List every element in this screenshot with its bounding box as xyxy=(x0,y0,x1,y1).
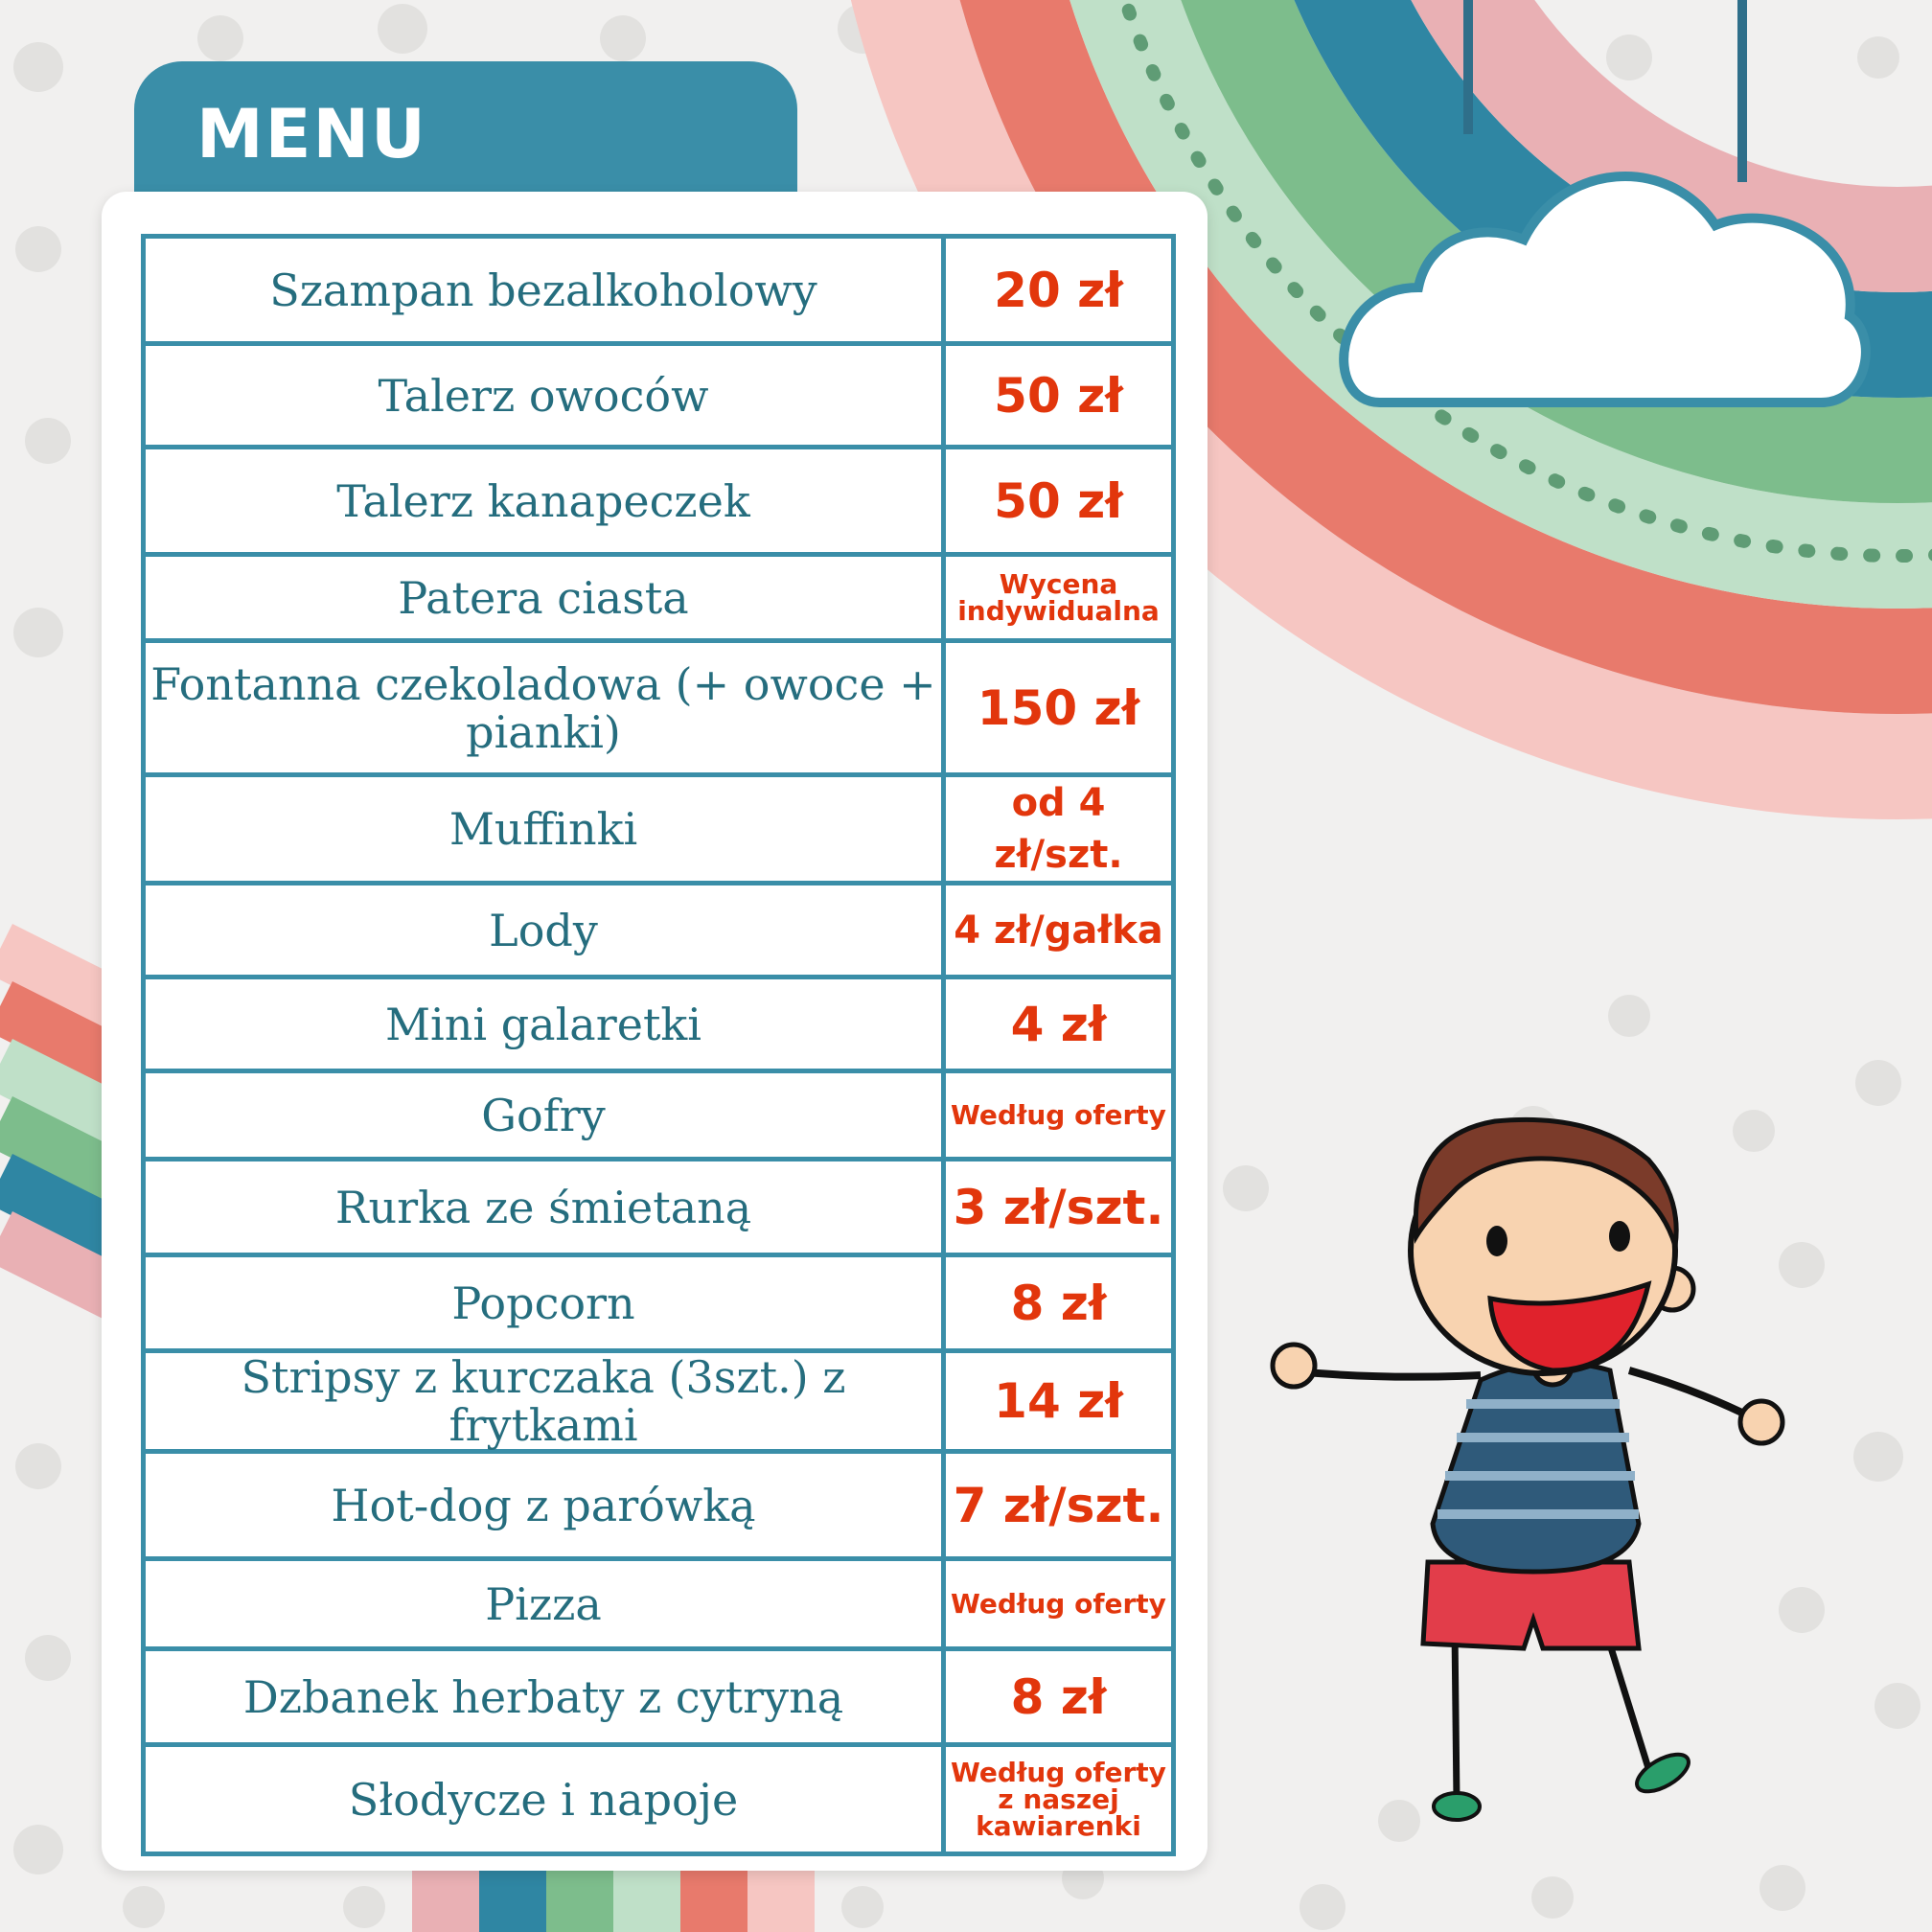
table-row xyxy=(144,448,1174,555)
item-price: 3 zł/szt. xyxy=(944,1160,1174,1255)
item-name: Słodycze i napoje xyxy=(144,1745,944,1854)
item-price: Wycena indywidualna xyxy=(944,555,1174,641)
boy-illustration xyxy=(1273,1119,1782,1820)
item-price: Według oferty xyxy=(944,1559,1174,1649)
item-price: Według oferty z naszej kawiarenki xyxy=(944,1745,1174,1854)
item-price: 8 zł xyxy=(944,1255,1174,1351)
item-name: Gofry xyxy=(144,1071,944,1160)
table-row xyxy=(144,1649,1174,1745)
item-name: Dzbanek herbaty z cytryną xyxy=(144,1649,944,1745)
item-name: Muffinki xyxy=(144,775,944,884)
table-row xyxy=(144,1351,1174,1452)
item-name: Hot-dog z parówką xyxy=(144,1452,944,1559)
item-name: Mini galaretki xyxy=(144,978,944,1071)
table-row xyxy=(144,237,1174,344)
table-row xyxy=(144,978,1174,1071)
table-row xyxy=(144,884,1174,978)
item-name: Patera ciasta xyxy=(144,555,944,641)
item-name: Popcorn xyxy=(144,1255,944,1351)
item-name: Stripsy z kurczaka (3szt.) z frytkami xyxy=(144,1351,944,1452)
table-row xyxy=(144,775,1174,884)
item-name: Rurka ze śmietaną xyxy=(144,1160,944,1255)
item-price: 14 zł xyxy=(944,1351,1174,1452)
menu-table xyxy=(141,234,1176,1856)
table-row xyxy=(144,1255,1174,1351)
table-row xyxy=(144,1745,1174,1854)
table-row xyxy=(144,1452,1174,1559)
table-row xyxy=(144,1559,1174,1649)
item-price: 4 zł/gałka xyxy=(944,884,1174,978)
item-price: Według oferty xyxy=(944,1071,1174,1160)
table-row xyxy=(144,344,1174,448)
table-row xyxy=(144,1160,1174,1255)
item-name: Talerz kanapeczek xyxy=(144,448,944,555)
item-name: Lody xyxy=(144,884,944,978)
item-price: 8 zł xyxy=(944,1649,1174,1745)
item-price: 50 zł xyxy=(944,448,1174,555)
table-row xyxy=(144,555,1174,641)
item-name: Pizza xyxy=(144,1559,944,1649)
item-price: 4 zł xyxy=(944,978,1174,1071)
item-price: 20 zł xyxy=(944,237,1174,344)
menu-title: MENU xyxy=(196,95,427,173)
item-price: 150 zł xyxy=(944,641,1174,775)
item-price: 50 zł xyxy=(944,344,1174,448)
item-name: Talerz owoców xyxy=(144,344,944,448)
table-row xyxy=(144,641,1174,775)
item-price: 7 zł/szt. xyxy=(944,1452,1174,1559)
table-row xyxy=(144,1071,1174,1160)
item-name: Szampan bezalkoholowy xyxy=(144,237,944,344)
item-name: Fontanna czekoladowa (+ owoce + pianki) xyxy=(144,641,944,775)
item-price: od 4 zł/szt. xyxy=(944,775,1174,884)
